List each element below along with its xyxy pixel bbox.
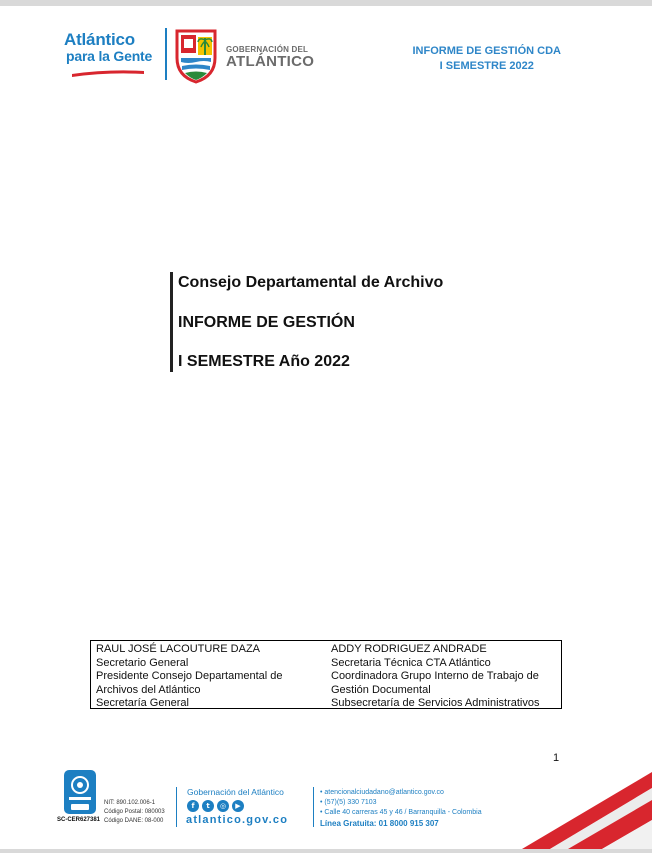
document-period: I SEMESTRE Año 2022: [178, 353, 350, 370]
title-accent-bar: [170, 272, 173, 372]
twitter-icon[interactable]: t: [202, 800, 214, 812]
youtube-icon[interactable]: ▶: [232, 800, 244, 812]
header-divider: [165, 28, 167, 80]
signer-role: Archivos del Atlántico: [96, 683, 201, 696]
toll-free-line: Línea Gratuita: 01 8000 915 307: [320, 819, 439, 828]
signature-table: [90, 640, 562, 709]
signer-role: Secretario General: [96, 656, 189, 669]
report-heading-line2: I SEMESTRE 2022: [439, 60, 534, 72]
email-link[interactable]: • atencionalciudadano@atlantico.gov.co: [320, 789, 444, 796]
flag-stripes-decoration: [502, 764, 652, 849]
brand-line1: Atlántico: [64, 30, 135, 49]
social-links: [187, 800, 244, 812]
certification-code: SC-CER627381: [57, 817, 101, 823]
report-heading-line1: INFORME DE GESTIÓN CDA: [412, 45, 561, 57]
brand-line2: para la Gente: [66, 48, 153, 64]
postal-code-text: Código Postal: 080003: [104, 809, 165, 815]
signer-role: Presidente Consejo Departamental de: [96, 670, 283, 682]
nit-text: NIT: 890.102.006-1: [104, 800, 156, 806]
signer-name: RAUL JOSÉ LACOUTURE DAZA: [96, 643, 261, 655]
footer-divider: [313, 787, 314, 827]
institutional-codes: [104, 799, 165, 826]
brand-swoosh-icon: [72, 68, 144, 78]
footer-gov-name: Gobernación del Atlántico: [187, 787, 284, 797]
bottom-border: [0, 849, 652, 853]
signer-role: Coordinadora Grupo Interno de Trabajo de: [331, 670, 539, 682]
signer-role: Secretaria Técnica CTA Atlántico: [331, 656, 491, 669]
report-heading: [412, 44, 561, 74]
dane-code-text: Código DANE: 08-000: [104, 818, 164, 824]
gov-label-line2: ATLÁNTICO: [226, 53, 315, 70]
instagram-icon[interactable]: ◎: [217, 800, 229, 812]
signature-left: [96, 643, 328, 711]
document-subtitle: INFORME DE GESTIÓN: [178, 314, 355, 331]
footer-divider: [176, 787, 177, 827]
document-title: Consejo Departamental de Archivo: [178, 274, 444, 291]
signer-department: Secretaría General: [96, 697, 189, 709]
atlantico-para-la-gente-logo: [64, 30, 156, 80]
signature-right: [331, 643, 561, 711]
website-link[interactable]: atlantico.gov.co: [186, 814, 289, 826]
contact-info: [320, 788, 482, 829]
signer-department: Subsecretaría de Servicios Administrativos: [331, 697, 540, 709]
top-border: [0, 0, 652, 6]
phone-text: • (57)(5) 330 7103: [320, 799, 377, 806]
gov-label-line1: GOBERNACIÓN DEL: [226, 45, 309, 54]
facebook-icon[interactable]: f: [187, 800, 199, 812]
signer-role: Gestión Documental: [331, 683, 431, 696]
address-text: • Calle 40 carreras 45 y 46 / Barranquilla - Colombia: [320, 809, 482, 816]
coat-of-arms-icon: [174, 28, 218, 84]
signer-name: ADDY RODRIGUEZ ANDRADE: [331, 643, 487, 655]
page-number: 1: [553, 752, 560, 764]
